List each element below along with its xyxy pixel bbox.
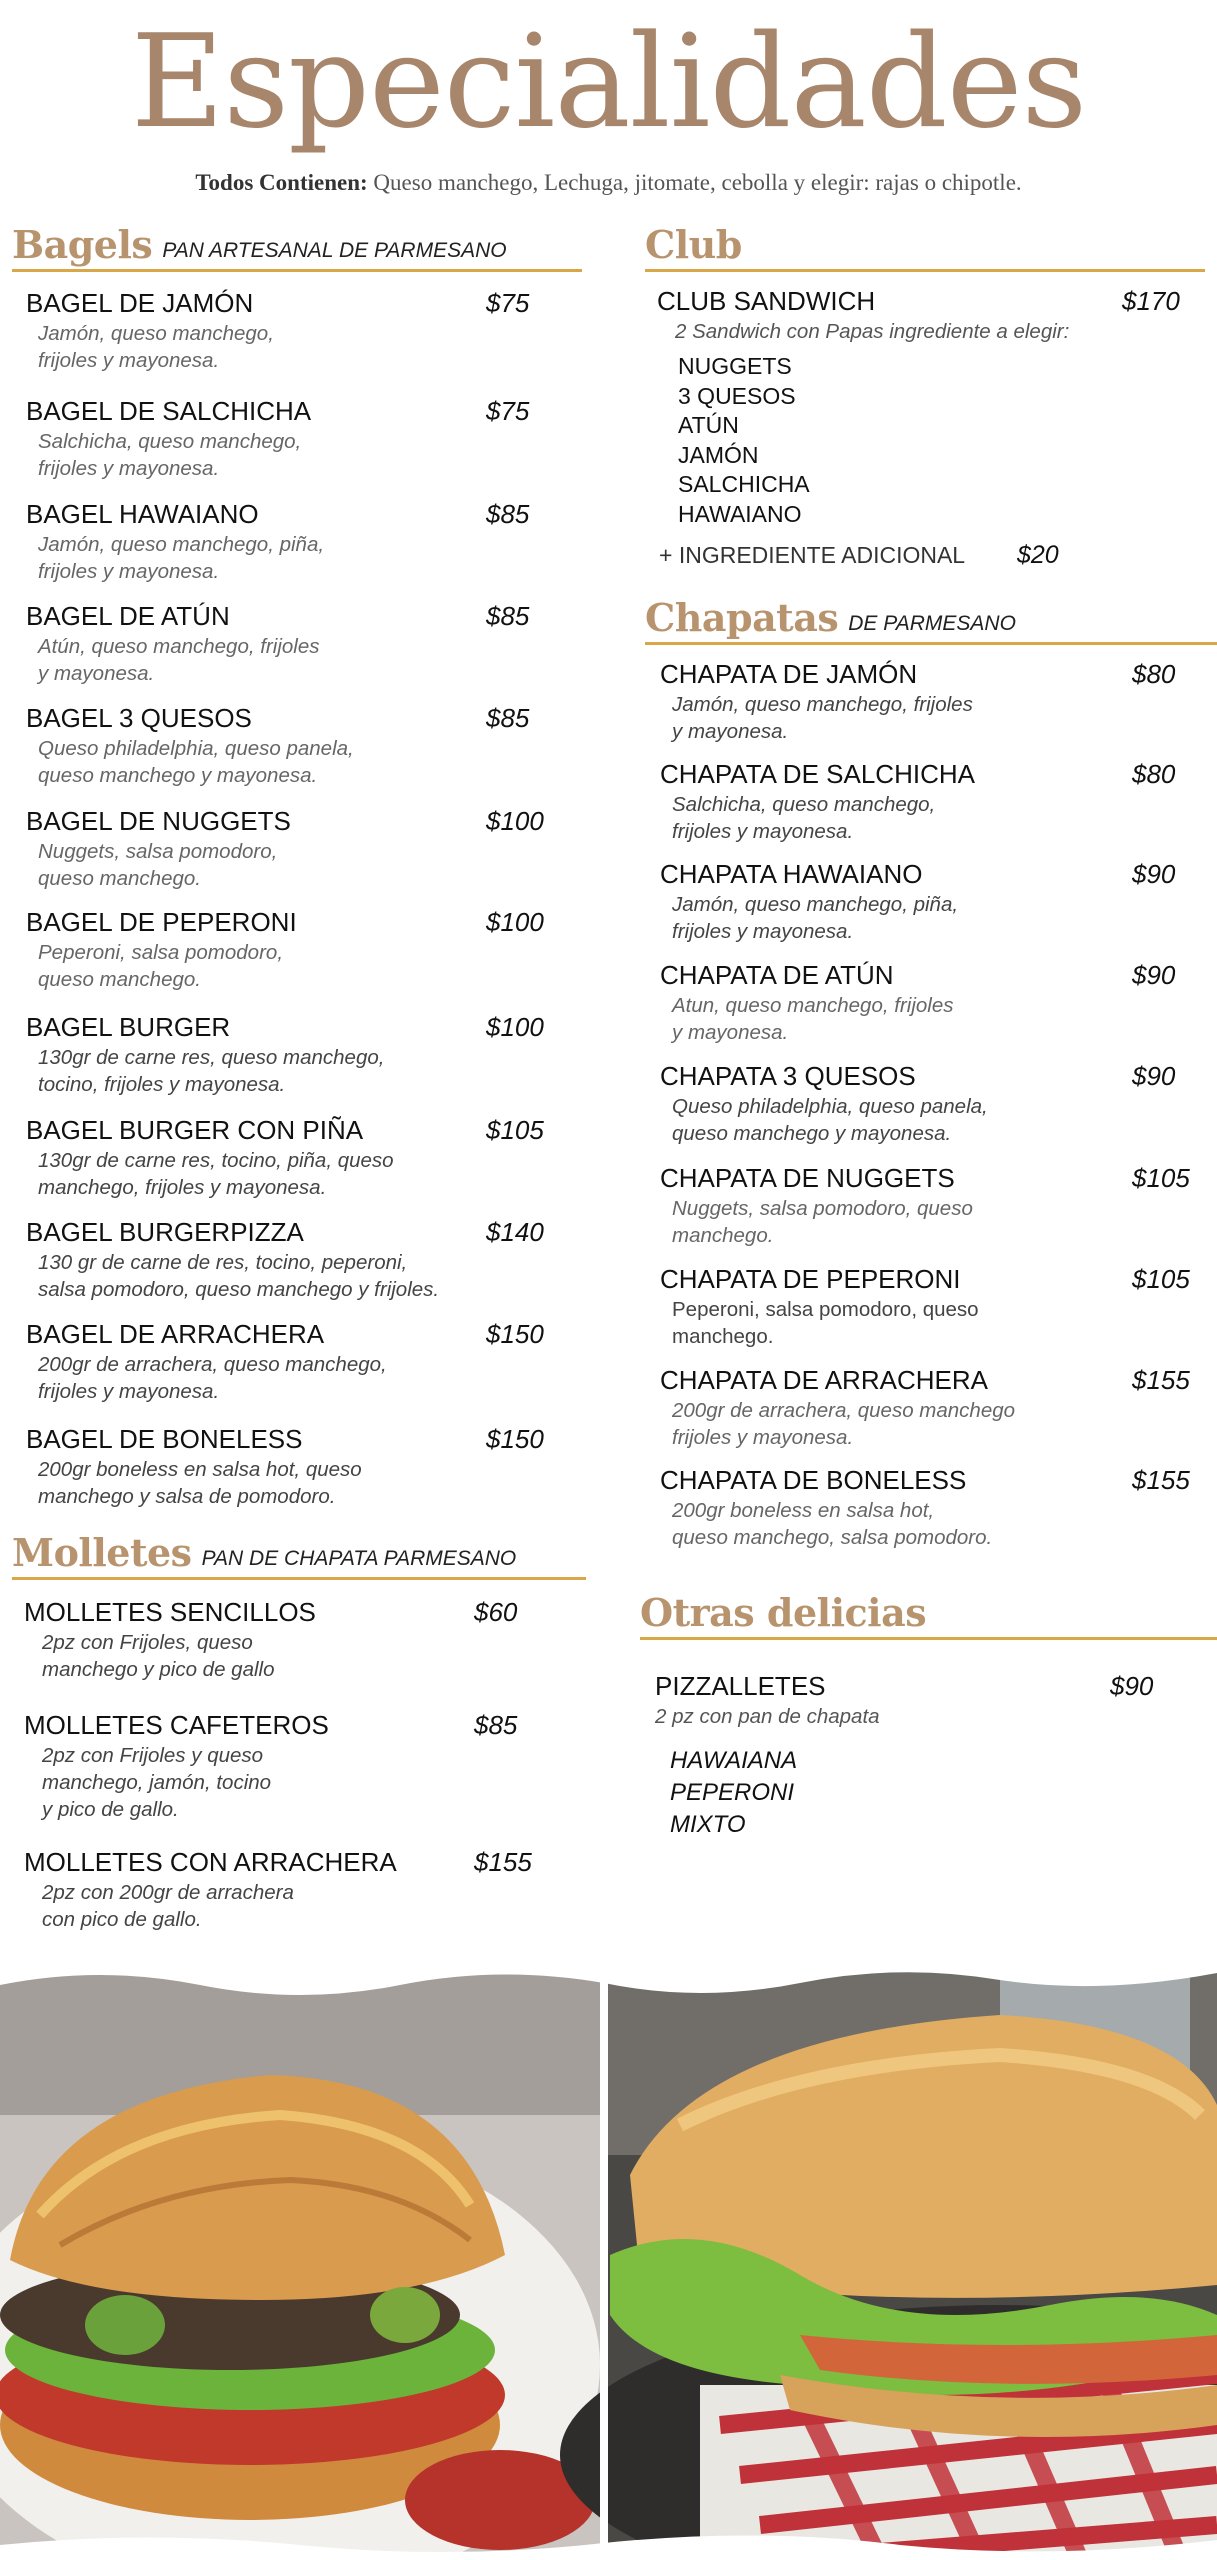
otras-section-header	[640, 1590, 1217, 1640]
item-desc: Jamón, queso manchego, frijoles y mayonesa.	[38, 322, 274, 372]
item-price: $105	[1132, 1163, 1190, 1193]
bagels-subtitle: PAN ARTESANAL DE PARMESANO	[162, 239, 507, 262]
item-name: BAGEL BURGER	[26, 1012, 231, 1042]
menu-item-bagel-burger-pina	[26, 1115, 546, 1201]
extra-price: $20	[1017, 541, 1059, 569]
bagels-section-header	[12, 222, 582, 272]
item-desc: 2pz con Frijoles, queso manchego y pico de gallo	[42, 1631, 275, 1681]
item-price: $85	[486, 499, 530, 529]
item-desc: Jamón, queso manchego, piña, frijoles y mayonesa.	[672, 893, 959, 943]
item-price: $85	[486, 703, 530, 733]
item-price: $100	[486, 1012, 544, 1042]
item-price: $75	[486, 288, 530, 318]
list-item: MIXTO	[670, 1811, 746, 1838]
item-name: BAGEL 3 QUESOS	[26, 703, 252, 733]
chapatas-subtitle: DE PARMESANO	[848, 612, 1016, 635]
item-desc: Salchicha, queso manchego, frijoles y mayonesa.	[38, 430, 302, 480]
subtitle-text: Queso manchego, Lechuga, jitomate, cebolla y elegir: rajas o chipotle.	[367, 170, 1022, 195]
menu-item-bagel-atun	[26, 601, 546, 687]
menu-item-chapata-arrachera	[660, 1365, 1200, 1451]
menu-item-molletes-arrachera	[24, 1847, 564, 1933]
pizzalletes-options-list	[670, 1745, 797, 1841]
bagels-title: Bagels	[12, 222, 153, 267]
item-desc: 2pz con Frijoles y queso manchego, jamón, tocino y pico de gallo.	[42, 1744, 272, 1821]
menu-item-bagel-jamon	[26, 288, 546, 374]
list-item: HAWAIANO	[678, 500, 802, 527]
item-price: $90	[1132, 960, 1176, 990]
list-item: HAWAIANA	[670, 1747, 798, 1774]
item-desc: Jamón, queso manchego, frijoles y mayonesa.	[672, 693, 973, 743]
item-price: $100	[486, 806, 544, 836]
page-title: Especialidades	[130, 8, 1087, 157]
list-item: NUGGETS	[678, 353, 792, 379]
item-name: MOLLETES SENCILLOS	[24, 1597, 316, 1627]
menu-item-bagel-burgerpizza	[26, 1217, 586, 1303]
item-price: $150	[486, 1319, 544, 1349]
menu-item-club-sandwich	[657, 286, 1187, 345]
item-price: $90	[1110, 1671, 1154, 1701]
chapatas-title: Chapatas	[645, 595, 839, 640]
item-name: CHAPATA DE BONELESS	[660, 1465, 967, 1495]
otras-title: Otras delicias	[640, 1590, 927, 1635]
item-price: $170	[1122, 286, 1180, 316]
item-name: CHAPATA DE ATÚN	[660, 960, 894, 990]
item-price: $155	[1132, 1465, 1190, 1495]
item-price: $105	[486, 1115, 544, 1145]
menu-item-chapata-jamon	[660, 659, 1200, 745]
molletes-subtitle: PAN DE CHAPATA PARMESANO	[201, 1547, 517, 1570]
page-subtitle	[0, 170, 1217, 196]
item-name: BAGEL DE NUGGETS	[26, 806, 291, 836]
item-price: $80	[1132, 659, 1176, 689]
item-desc: Peperoni, salsa pomodoro, queso manchego.	[672, 1298, 979, 1348]
club-options-list	[678, 352, 810, 529]
menu-item-bagel-burger	[26, 1012, 546, 1098]
item-desc: Jamón, queso manchego, piña, frijoles y mayonesa.	[38, 533, 325, 583]
list-item: SALCHICHA	[678, 471, 810, 497]
item-desc: 200gr boneless en salsa hot, queso manchego, salsa pomodoro.	[672, 1499, 993, 1549]
item-desc: 2 Sandwich con Papas ingrediente a elegir:	[675, 320, 1070, 343]
item-desc: 130gr de carne res, queso manchego, tocino, frijoles y mayonesa.	[38, 1046, 385, 1096]
menu-item-bagel-nuggets	[26, 806, 546, 892]
item-name: BAGEL DE BONELESS	[26, 1424, 303, 1454]
item-desc: 130gr de carne res, tocino, piña, queso manchego, frijoles y mayonesa.	[38, 1149, 394, 1199]
molletes-title: Molletes	[12, 1530, 192, 1575]
item-name: BAGEL DE SALCHICHA	[26, 396, 312, 426]
item-desc: Queso philadelphia, queso panela, queso manchego y mayonesa.	[672, 1095, 988, 1145]
menu-item-bagel-peperoni	[26, 907, 546, 993]
item-desc: Nuggets, salsa pomodoro, queso manchego.	[672, 1197, 973, 1247]
item-name: BAGEL DE ARRACHERA	[26, 1319, 325, 1349]
item-desc: 200gr de arrachera, queso manchego, frijoles y mayonesa.	[38, 1353, 387, 1403]
food-photos-svg	[0, 1955, 1217, 2560]
item-price: $90	[1132, 859, 1176, 889]
item-price: $155	[474, 1847, 532, 1877]
menu-item-molletes-cafeteros	[24, 1710, 544, 1823]
club-title: Club	[645, 222, 742, 267]
item-name: MOLLETES CON ARRACHERA	[24, 1847, 397, 1877]
item-price: $155	[1132, 1365, 1190, 1395]
chapatas-section-header	[645, 595, 1217, 645]
item-desc: 130 gr de carne de res, tocino, peperoni, salsa pomodoro, queso manchego y frijoles.	[38, 1251, 440, 1301]
item-name: BAGEL DE JAMÓN	[26, 288, 254, 318]
item-desc: Atún, queso manchego, frijoles y mayonesa.	[38, 635, 320, 685]
menu-item-chapata-peperoni	[660, 1264, 1200, 1350]
food-photos	[0, 1955, 1217, 2560]
item-desc: Peperoni, salsa pomodoro, queso manchego.	[38, 941, 284, 991]
menu-item-chapata-boneless	[660, 1465, 1200, 1551]
item-price: $100	[486, 907, 544, 937]
list-item: 3 QUESOS	[678, 382, 796, 409]
item-name: BAGEL DE ATÚN	[26, 601, 230, 631]
item-desc: Nuggets, salsa pomodoro, queso manchego.	[38, 840, 278, 890]
item-price: $85	[486, 601, 530, 631]
menu-item-chapata-3-quesos	[660, 1061, 1200, 1147]
item-price: $140	[486, 1217, 544, 1247]
item-name: CHAPATA DE PEPERONI	[660, 1264, 961, 1294]
item-price: $150	[486, 1424, 544, 1454]
item-desc: 2 pz con pan de chapata	[655, 1705, 880, 1728]
item-price: $85	[474, 1710, 518, 1740]
item-name: CLUB SANDWICH	[657, 286, 876, 316]
menu-item-chapata-salchicha	[660, 759, 1200, 845]
menu-item-bagel-salchicha	[26, 396, 546, 482]
item-desc: Queso philadelphia, queso panela, queso manchego y mayonesa.	[38, 737, 354, 787]
item-name: BAGEL BURGER CON PIÑA	[26, 1115, 364, 1145]
item-desc: 2pz con 200gr de arrachera con pico de gallo.	[42, 1881, 294, 1931]
item-name: CHAPATA DE JAMÓN	[660, 659, 918, 689]
menu-item-molletes-sencillos	[24, 1597, 544, 1683]
menu-item-bagel-hawaiano	[26, 499, 546, 585]
item-desc: 200gr de arrachera, queso manchego frijoles y mayonesa.	[672, 1399, 1016, 1449]
item-desc: Atun, queso manchego, frijoles y mayonesa.	[672, 994, 954, 1044]
item-name: BAGEL BURGERPIZZA	[26, 1217, 304, 1247]
item-name: CHAPATA DE NUGGETS	[660, 1163, 955, 1193]
club-section-header	[645, 222, 1205, 272]
item-name: CHAPATA 3 QUESOS	[660, 1061, 916, 1091]
menu-item-chapata-hawaiano	[660, 859, 1200, 945]
item-name: BAGEL DE PEPERONI	[26, 907, 297, 937]
molletes-section-header	[12, 1530, 586, 1580]
list-item: ATÚN	[678, 412, 739, 438]
item-price: $90	[1132, 1061, 1176, 1091]
menu-item-pizzalletes	[655, 1671, 1195, 1730]
item-name: PIZZALLETES	[655, 1671, 826, 1701]
item-name: CHAPATA HAWAIANO	[660, 859, 923, 889]
menu-item-bagel-3-quesos	[26, 703, 546, 789]
menu-item-bagel-arrachera	[26, 1319, 546, 1405]
menu-item-chapata-atun	[660, 960, 1200, 1046]
menu-item-bagel-boneless	[26, 1424, 546, 1510]
item-name: CHAPATA DE ARRACHERA	[660, 1365, 988, 1395]
item-price: $105	[1132, 1264, 1190, 1294]
item-name: CHAPATA DE SALCHICHA	[660, 759, 975, 789]
extra-ingredient	[659, 540, 1079, 570]
menu-item-chapata-nuggets	[660, 1163, 1200, 1249]
list-item: PEPERONI	[670, 1779, 795, 1806]
list-item: JAMÓN	[678, 441, 759, 468]
subtitle-label: Todos Contienen:	[195, 170, 368, 195]
extra-label: + INGREDIENTE ADICIONAL	[659, 542, 966, 568]
item-desc: 200gr boneless en salsa hot, queso manchego y salsa de pomodoro.	[38, 1458, 362, 1508]
item-price: $75	[486, 396, 530, 426]
item-price: $80	[1132, 759, 1176, 789]
item-name: BAGEL HAWAIANO	[26, 499, 259, 529]
item-price: $60	[474, 1597, 518, 1627]
item-desc: Salchicha, queso manchego, frijoles y mayonesa.	[672, 793, 936, 843]
item-name: MOLLETES CAFETEROS	[24, 1710, 329, 1740]
